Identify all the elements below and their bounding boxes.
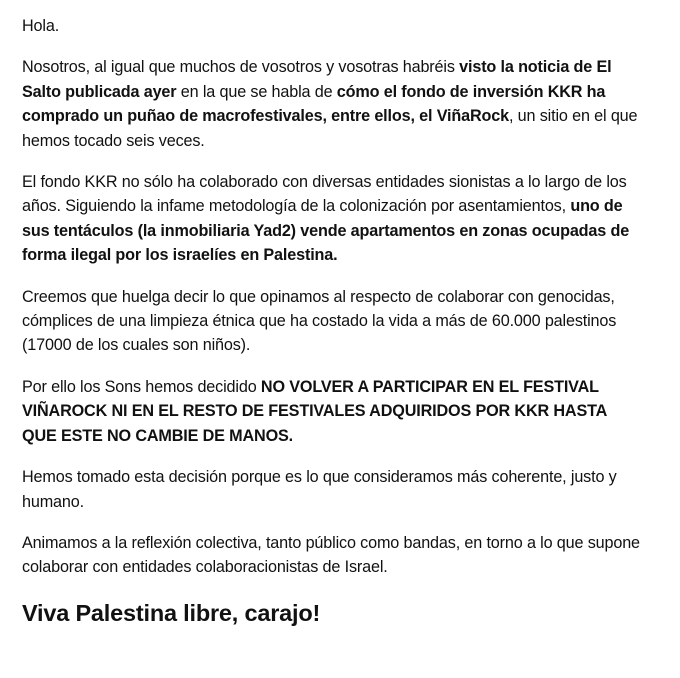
bold-text: uno de sus tentáculos (la inmobiliaria Yad2) vende apartamentos en zonas ocupadas de forma ilegal por los israelíes en Palestina. bbox=[22, 197, 630, 265]
bold-text: visto la noticia de El Salto publicada ayer bbox=[22, 58, 612, 101]
paragraph-text: en la que se habla de bbox=[176, 82, 337, 101]
bold-text: NO VOLVER A PARTICIPAR EN EL FESTIVAL VIÑAROCK NI EN EL RESTO DE FESTIVALES ADQUIRIDOS POR KKR HASTA QUE ESTE NO CAMBIE DE MANOS. bbox=[22, 377, 607, 445]
paragraph-news bbox=[22, 55, 640, 153]
paragraph-text: Por ello los Sons hemos decidido bbox=[22, 377, 261, 396]
paragraph-text: Animamos a la reflexión colectiva, tanto público como bandas, en torno a lo que supone colaborar con entidades colaboracionistas de Israel. bbox=[22, 533, 640, 577]
paragraph-text: Hemos tomado esta decisión porque es lo que consideramos más coherente, justo y humano. bbox=[22, 468, 617, 511]
paragraph-text: El fondo KKR no sólo ha colaborado con diversas entidades sionistas a lo largo de los años. Siguiendo la infame metodología de la colonización por asentamientos, bbox=[22, 173, 627, 216]
paragraph-text: Nosotros, al igual que muchos de vosotros y vosotras habréis bbox=[22, 58, 460, 77]
closing-slogan: Viva Palestina libre, carajo! bbox=[22, 599, 321, 626]
paragraph-reflection bbox=[22, 531, 640, 580]
greeting: Hola. bbox=[22, 17, 60, 35]
bold-text: cómo el fondo de inversión KKR ha comprado un puñao de macrofestivales, entre ellos, el ViñaRock bbox=[22, 82, 606, 126]
paragraph-kkr bbox=[22, 170, 640, 268]
statement-document bbox=[22, 14, 640, 628]
paragraph-text: Creemos que huelga decir lo que opinamos al respecto de colaborar con genocidas, cómplices de una limpieza étnica que ha costado la vida a más de 60.000 palestinos (17000 de los cuales son niños). bbox=[22, 287, 617, 355]
paragraph-decision bbox=[22, 375, 640, 448]
paragraph-text: , un sitio en el que hemos tocado seis veces. bbox=[22, 107, 638, 150]
paragraph-reason bbox=[22, 465, 640, 514]
paragraph-opinion bbox=[22, 285, 640, 358]
